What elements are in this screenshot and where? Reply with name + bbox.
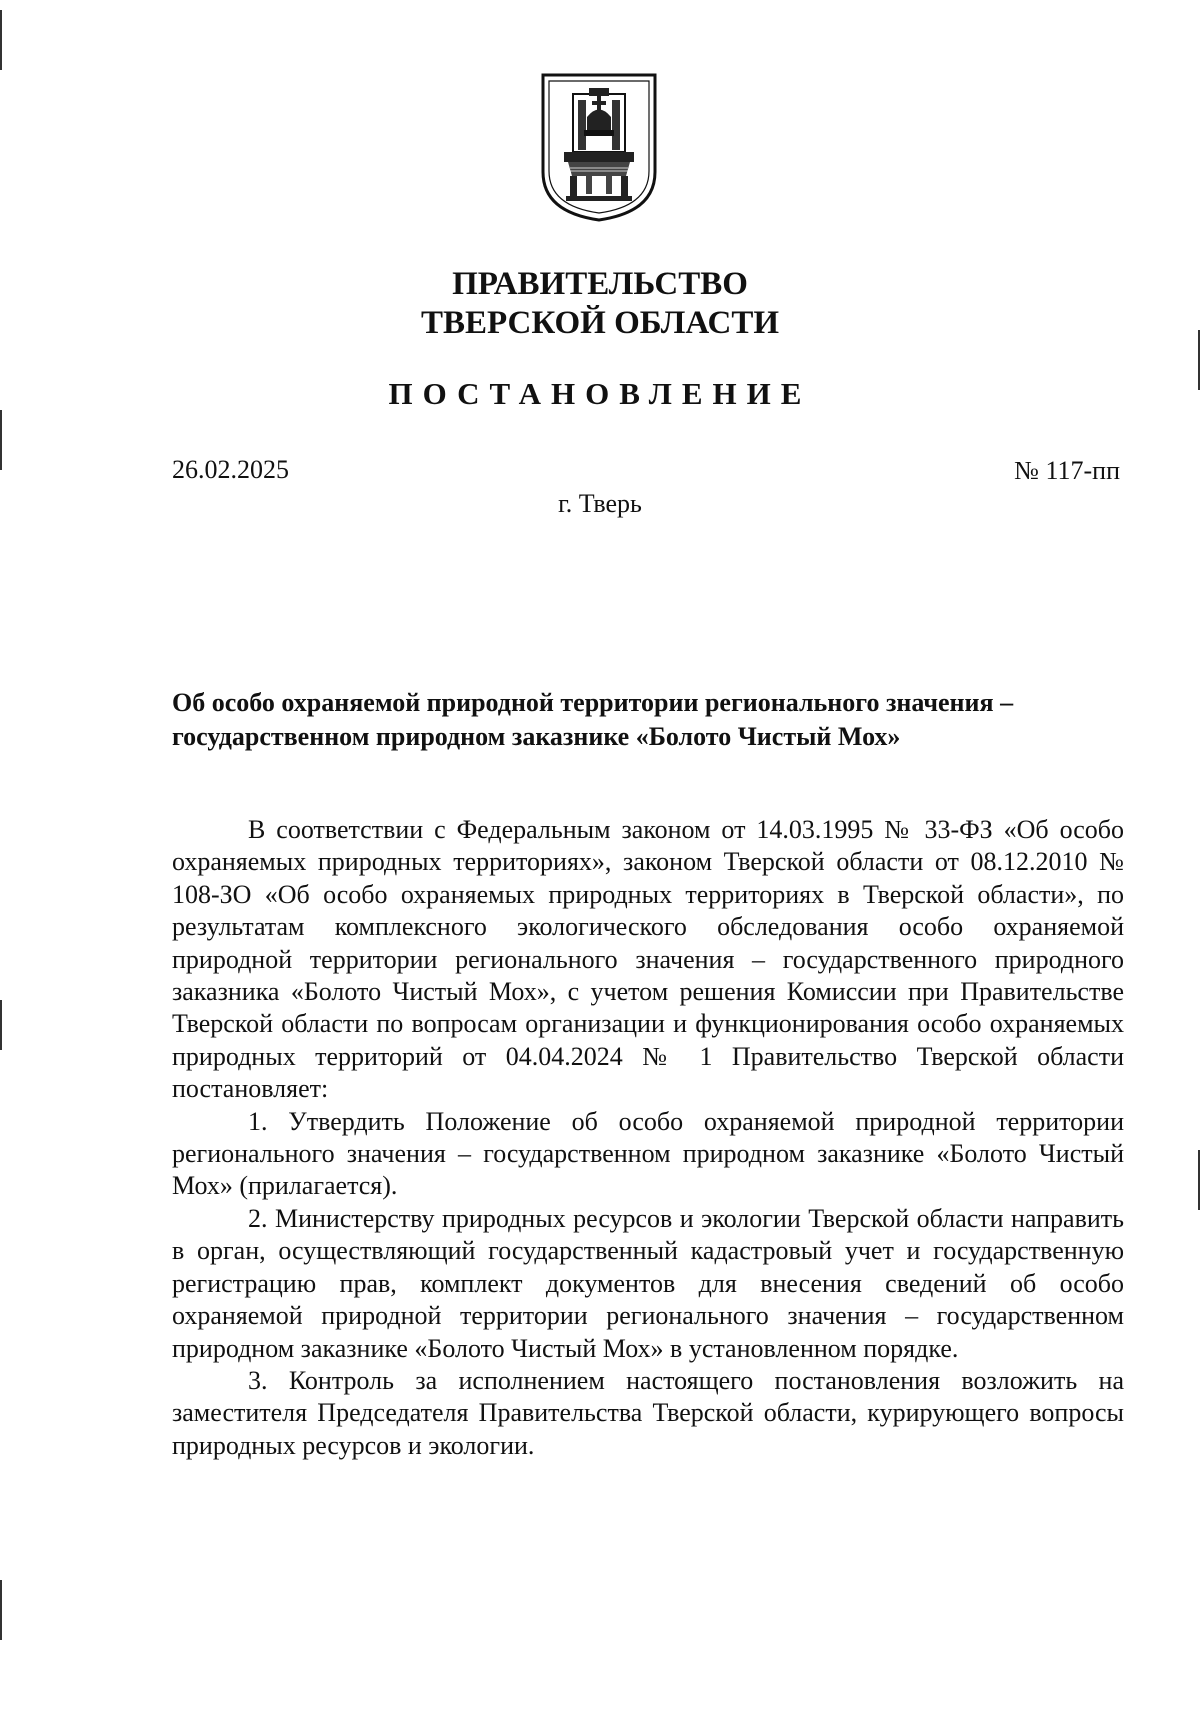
document-title-line2: государственном природном заказнике «Болото Чистый Мох» [172,722,901,751]
document-city: г. Тверь [558,489,642,518]
document-title [172,686,1132,754]
document-title-line1: Об особо охраняемой природной территории регионального значения – [172,688,1014,717]
body-paragraph-item-3: 3. Контроль за исполнением настоящего постановления возложить на заместителя Председателя Правительства Тверской области, курирующего вопросы природных ресурсов и экологии. [172,1365,1124,1460]
coat-of-arms-emblem [540,72,658,222]
body-paragraph-item-1: 1. Утвердить Положение об особо охраняемой природной территории регионального значения – государственном природном заказнике «Болото Чистый Мох» (прилагается). [172,1106,1124,1201]
document-type-heading: ПОСТАНОВЛЕНИЕ [388,376,812,411]
scan-edge-mark [0,10,2,70]
organization-name-line1: ПРАВИТЕЛЬСТВО [452,266,748,302]
document-date: 26.02.2025 [172,455,289,484]
body-paragraph-preamble: В соответствии с Федеральным законом от 14.03.1995 № 33-ФЗ «Об особо охраняемых природных территориях», законом Тверской области от 08.12.2010 № 108-ЗО «Об особо охраняемых природных территориях в Тверской области», по результатам комплексного экологического обследования особо охраняемой природной территории регионального значения – государственного природного заказника «Болото Чистый Мох», с учетом решения Комиссии при Правительстве Тверской области по вопросам организации и функционирования особо охраняемых природных территорий от 04.04.2024 № 1 Правительство Тверской области постановляет: [172,815,1124,1104]
body-paragraph-item-2: 2. Министерству природных ресурсов и экологии Тверской области направить в орган, осуществляющий государственный кадастровый учет и государственную регистрацию прав, комплект документов для внесения сведений об особо охраняемой природной территории регионального значения – государственном природном заказнике «Болото Чистый Мох» в установленном порядке. [172,1203,1124,1363]
scan-edge-mark [0,410,2,470]
document-number: № 117-пп [1014,456,1120,485]
scan-edge-mark [0,1580,2,1640]
scan-edge-mark [0,1000,2,1050]
document-body [172,814,1124,1462]
organization-name-line2: ТВЕРСКОЙ ОБЛАСТИ [420,305,780,341]
